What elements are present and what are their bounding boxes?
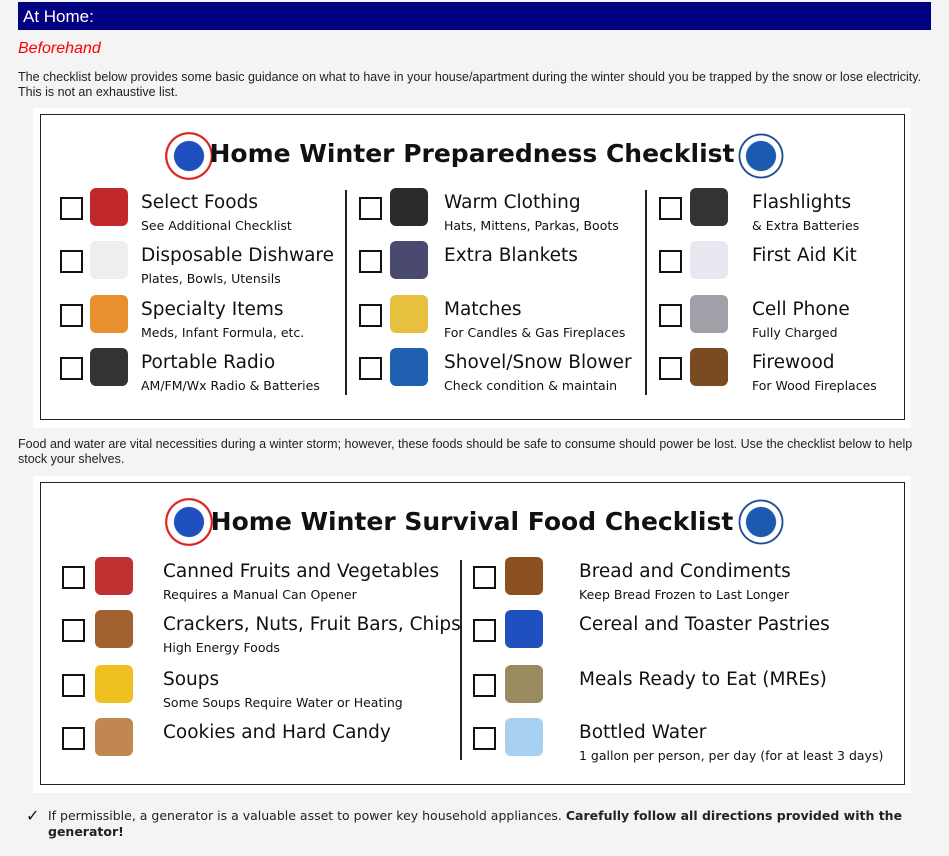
item-title: Firewood [752, 352, 835, 373]
checklist-title: Home Winter Survival Food Checklist [210, 507, 734, 536]
item-title: Disposable Dishware [141, 245, 335, 266]
item-subtitle: Check condition & maintain [444, 378, 618, 393]
cookie-icon [95, 718, 133, 756]
checkbox[interactable] [473, 727, 496, 750]
checkbox[interactable] [359, 357, 382, 380]
checkbox[interactable] [60, 357, 83, 380]
column-divider [345, 190, 347, 395]
item-subtitle: Keep Bread Frozen to Last Longer [579, 587, 790, 602]
item-subtitle: & Extra Batteries [752, 218, 860, 233]
checkbox[interactable] [473, 619, 496, 642]
food-checklist [33, 476, 911, 793]
firewood-icon [690, 348, 728, 386]
item-title: Extra Blankets [444, 245, 578, 266]
granola-bar-icon [95, 610, 133, 648]
item-title: Soups [163, 669, 220, 690]
section-header: At Home: [18, 2, 931, 30]
radio-icon [90, 348, 128, 386]
subheading: Beforehand [18, 40, 101, 57]
item-subtitle: Fully Charged [752, 325, 838, 340]
item-title: Crackers, Nuts, Fruit Bars, Chips [163, 614, 461, 635]
checkbox[interactable] [62, 619, 85, 642]
checkbox[interactable] [659, 197, 682, 220]
item-title: Bottled Water [579, 722, 707, 743]
preparedness-checklist [33, 108, 911, 428]
item-subtitle: Requires a Manual Can Opener [163, 587, 357, 602]
item-subtitle: Some Soups Require Water or Heating [163, 695, 403, 710]
item-title: Cookies and Hard Candy [163, 722, 391, 743]
bread-icon [505, 557, 543, 595]
food-intro-text: Food and water are vital necessities during a winter storm; however, these foods should be safe to consume should power be lost. Use the checklist below to help stock your shelves. [18, 437, 913, 466]
item-subtitle: AM/FM/Wx Radio & Batteries [141, 378, 320, 393]
item-subtitle: Meds, Infant Formula, etc. [141, 325, 305, 340]
checklist-title: Home Winter Preparedness Checklist [209, 139, 735, 168]
shovel-icon [390, 348, 428, 386]
checkbox[interactable] [60, 250, 83, 273]
mre-icon [505, 665, 543, 703]
checkbox[interactable] [359, 250, 382, 273]
item-subtitle: For Candles & Gas Fireplaces [444, 325, 626, 340]
item-title: Canned Fruits and Vegetables [163, 561, 440, 582]
first-aid-icon [690, 241, 728, 279]
intro-text: The checklist below provides some basic guidance on what to have in your house/apartment during the winter should you be trapped by the snow or lose electricity. This is not an exhaustive list. [18, 70, 922, 99]
item-title: Portable Radio [141, 352, 276, 373]
checkbox[interactable] [60, 304, 83, 327]
generator-note-warning: Carefully follow all directions provided with the generator! [48, 808, 903, 839]
water-bottle-icon [505, 718, 543, 756]
column-divider [645, 190, 647, 395]
flashlight-icon [690, 188, 728, 226]
item-title: Matches [444, 299, 522, 320]
checkbox[interactable] [62, 674, 85, 697]
checkmark-icon: ✓ [26, 808, 40, 825]
canned-food-icon [95, 557, 133, 595]
item-subtitle: High Energy Foods [163, 640, 280, 655]
can-icon [90, 188, 128, 226]
blanket-icon [390, 241, 428, 279]
item-subtitle: 1 gallon per person, per day (for at least 3 days) [579, 748, 884, 763]
item-subtitle: Plates, Bowls, Utensils [141, 271, 281, 286]
item-title: Select Foods [141, 192, 258, 213]
item-title: Flashlights [752, 192, 852, 213]
checkbox[interactable] [473, 674, 496, 697]
checkbox[interactable] [473, 566, 496, 589]
checkbox[interactable] [359, 197, 382, 220]
item-title: Meals Ready to Eat (MREs) [579, 669, 827, 690]
checkbox[interactable] [62, 727, 85, 750]
cell-phone-icon [690, 295, 728, 333]
item-subtitle: See Additional Checklist [141, 218, 292, 233]
item-title: Warm Clothing [444, 192, 581, 213]
item-title: Bread and Condiments [579, 561, 791, 582]
generator-note-text: If permissible, a generator is a valuable asset to power key household appliances. [48, 808, 566, 823]
matches-icon [390, 295, 428, 333]
item-title: Specialty Items [141, 299, 284, 320]
checkbox[interactable] [62, 566, 85, 589]
soup-icon [95, 665, 133, 703]
item-title: First Aid Kit [752, 245, 857, 266]
cereal-icon [505, 610, 543, 648]
mittens-icon [390, 188, 428, 226]
checkbox[interactable] [359, 304, 382, 327]
checkbox[interactable] [659, 250, 682, 273]
plate-icon [90, 241, 128, 279]
item-subtitle: For Wood Fireplaces [752, 378, 877, 393]
item-subtitle: Hats, Mittens, Parkas, Boots [444, 218, 619, 233]
item-title: Cereal and Toaster Pastries [579, 614, 830, 635]
checkbox[interactable] [659, 357, 682, 380]
medicine-icon [90, 295, 128, 333]
checkbox[interactable] [659, 304, 682, 327]
generator-note [48, 808, 908, 840]
checkbox[interactable] [60, 197, 83, 220]
item-title: Shovel/Snow Blower [444, 352, 632, 373]
column-divider [460, 560, 462, 760]
item-title: Cell Phone [752, 299, 850, 320]
